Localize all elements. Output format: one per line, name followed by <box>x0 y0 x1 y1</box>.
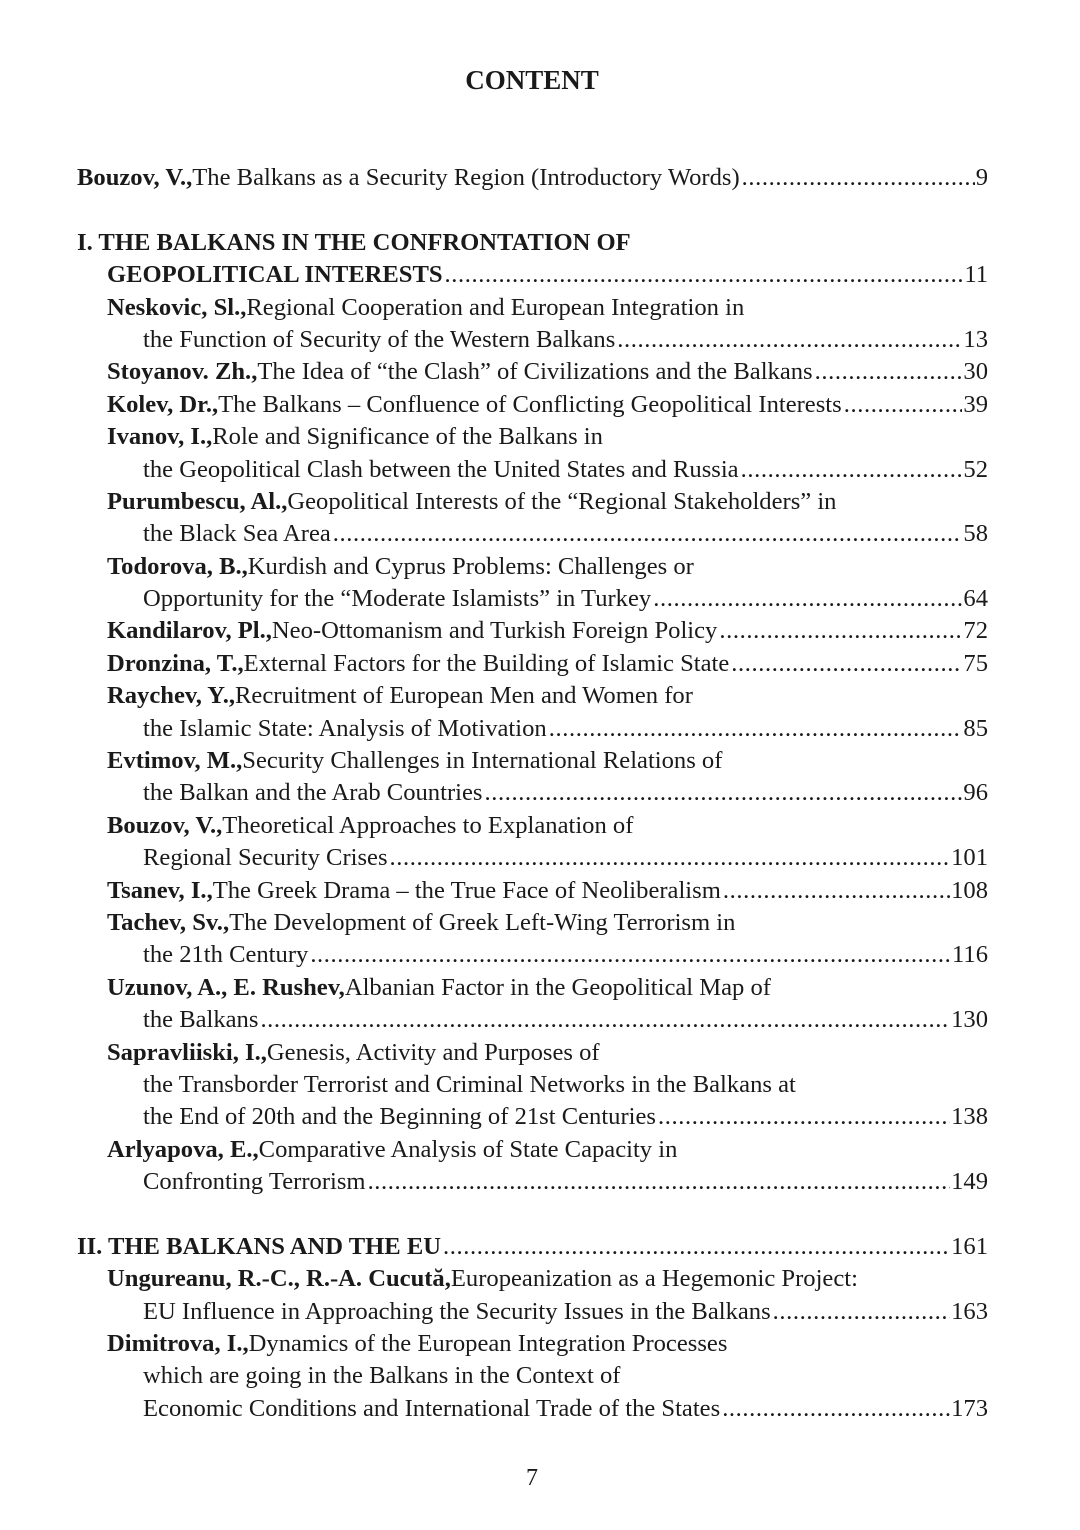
entry-title: Comparative Analysis of State Capacity in <box>258 1135 678 1163</box>
dot-leader <box>549 713 963 745</box>
entry-page-number: 64 <box>963 585 988 613</box>
entry-author: Dronzina, T., <box>107 649 244 677</box>
toc-entry[interactable] <box>77 972 988 1004</box>
dot-leader <box>741 454 963 486</box>
entry-title: the Balkans <box>143 1006 259 1034</box>
dot-leader <box>333 518 963 550</box>
entry-title: The Balkans – Confluence of Conflicting Geopolitical Interests <box>218 390 842 418</box>
dot-leader <box>844 389 963 421</box>
dot-leader <box>742 162 975 194</box>
entry-title: Albanian Factor in the Geopolitical Map of <box>344 973 771 1001</box>
entry-page-number: 58 <box>963 520 988 548</box>
entry-page-number: 108 <box>951 876 988 904</box>
entry-title: Regional Cooperation and European Integration in <box>246 293 745 321</box>
section-2-heading[interactable] <box>77 1231 988 1263</box>
toc-entry[interactable] <box>77 680 988 712</box>
table-of-contents <box>77 162 988 1425</box>
entry-title: Opportunity for the “Moderate Islamists” in Turkey <box>143 585 652 613</box>
entry-page-number: 116 <box>952 941 988 969</box>
section-1-heading-line2[interactable] <box>77 259 988 291</box>
entry-author: Tsanev, I., <box>107 876 213 904</box>
section-heading: GEOPOLITICAL INTERESTS <box>107 261 443 289</box>
entry-author: Todorova, B., <box>107 552 248 580</box>
entry-title: the Transborder Terrorist and Criminal Networks in the Balkans at <box>143 1070 796 1098</box>
entry-author: Neskovic, Sl., <box>107 293 247 321</box>
toc-entry[interactable] <box>77 292 988 324</box>
entry-title: the Geopolitical Clash between the United States and Russia <box>143 455 739 483</box>
dot-leader <box>653 583 962 615</box>
toc-entry-continuation[interactable] <box>77 713 988 745</box>
entry-page-number: 101 <box>951 844 988 872</box>
toc-entry[interactable] <box>77 615 988 647</box>
entry-author: Purumbescu, Al., <box>107 487 288 515</box>
entry-title: Europeanization as a Hegemonic Project: <box>450 1265 858 1293</box>
entry-page-number: 9 <box>975 164 988 191</box>
entry-title: Role and Significance of the Balkans in <box>212 423 603 451</box>
entry-author: Ivanov, I., <box>107 423 213 451</box>
entry-author: Bouzov, V., <box>77 164 193 191</box>
toc-entry-continuation[interactable] <box>77 518 988 550</box>
page-number: 7 <box>526 1465 538 1491</box>
entry-author: Kolev, Dr., <box>107 390 219 418</box>
toc-entry[interactable] <box>77 1037 988 1069</box>
entry-title: Security Challenges in International Relations of <box>242 747 723 775</box>
dot-leader <box>617 324 962 356</box>
entry-title: The Balkans as a Security Region (Introductory Words) <box>192 164 740 191</box>
toc-entry[interactable] <box>77 810 988 842</box>
entry-title: the Balkan and the Arab Countries <box>143 779 483 807</box>
entry-author: Arlyapova, E., <box>107 1135 259 1163</box>
entry-title: External Factors for the Building of Islamic State <box>243 649 730 677</box>
entry-author: Uzunov, A., E. Rushev, <box>107 973 345 1001</box>
entry-title: Genesis, Activity and Purposes of <box>266 1038 600 1066</box>
toc-entry[interactable] <box>77 551 988 583</box>
entry-title: EU Influence in Approaching the Security Issues in the Balkans <box>143 1297 771 1325</box>
toc-entry-continuation[interactable] <box>77 842 988 874</box>
toc-entry[interactable] <box>77 1328 988 1360</box>
entry-title: Theoretical Approaches to Explanation of <box>222 811 634 839</box>
entry-author: Kandilarov, Pl., <box>107 617 272 645</box>
toc-entry[interactable] <box>77 421 988 453</box>
entry-title: The Greek Drama – the True Face of Neoliberalism <box>212 876 721 904</box>
toc-entry-continuation[interactable] <box>77 454 988 486</box>
entry-page-number: 96 <box>963 779 988 807</box>
dot-leader <box>773 1296 950 1328</box>
entry-title: The Idea of “the Clash” of Civilizations and the Balkans <box>257 358 813 386</box>
toc-entry-continuation[interactable] <box>77 1360 988 1392</box>
toc-entry-continuation[interactable] <box>77 1166 988 1198</box>
toc-entry-intro[interactable] <box>77 162 988 194</box>
entry-page-number: 149 <box>951 1168 988 1196</box>
entry-title: which are going in the Balkans in the Context of <box>143 1362 621 1390</box>
entry-author: Dimitrova, I., <box>107 1330 249 1358</box>
entry-author: Ungureanu, R.-C., R.-A. Cucută, <box>107 1265 451 1293</box>
toc-entry[interactable] <box>77 745 988 777</box>
toc-entry[interactable] <box>77 389 988 421</box>
toc-entry-continuation[interactable] <box>77 1296 988 1328</box>
dot-leader <box>719 615 962 647</box>
toc-entry-continuation[interactable] <box>77 1004 988 1036</box>
entry-author: Tachev, Sv., <box>107 908 230 936</box>
entry-title: the Black Sea Area <box>143 520 331 548</box>
section-1-heading-line1[interactable] <box>77 227 988 259</box>
toc-entry[interactable] <box>77 875 988 907</box>
toc-entry-continuation[interactable] <box>77 583 988 615</box>
toc-entry[interactable] <box>77 907 988 939</box>
entry-page-number: 75 <box>963 649 988 677</box>
entry-page-number: 13 <box>963 325 988 353</box>
entry-title: The Development of Greek Left-Wing Terrorism in <box>229 908 736 936</box>
entry-page-number: 85 <box>963 714 988 742</box>
dot-leader <box>390 842 951 874</box>
dot-leader <box>815 356 963 388</box>
entry-author: Sapravliiski, I., <box>107 1038 267 1066</box>
entry-page-number: 173 <box>951 1394 988 1422</box>
entry-page-number: 30 <box>963 358 988 386</box>
toc-entry-continuation[interactable] <box>77 1069 988 1101</box>
entry-page-number: 39 <box>963 390 988 418</box>
entry-page-number: 52 <box>963 455 988 483</box>
dot-leader <box>443 1231 950 1263</box>
dot-leader <box>445 259 964 291</box>
section-page-number: 11 <box>964 261 988 289</box>
entry-author: Raychev, Y., <box>107 682 235 710</box>
dot-leader <box>260 1004 950 1036</box>
page-title: CONTENT <box>465 65 599 95</box>
dot-leader <box>310 939 951 971</box>
entry-page-number: 130 <box>951 1006 988 1034</box>
dot-leader <box>658 1101 950 1133</box>
entry-title: Dynamics of the European Integration Processes <box>248 1330 728 1358</box>
toc-entry[interactable] <box>77 1263 988 1295</box>
toc-entry[interactable] <box>77 1134 988 1166</box>
entry-title: Neo-Ottomanism and Turkish Foreign Policy <box>271 617 718 645</box>
entry-title: Confronting Terrorism <box>143 1168 366 1196</box>
toc-entry-continuation[interactable] <box>77 939 988 971</box>
entry-title: Recruitment of European Men and Women for <box>235 682 693 710</box>
entry-author: Bouzov, V., <box>107 811 223 839</box>
entry-title: the End of 20th and the Beginning of 21st Centuries <box>143 1103 656 1131</box>
entry-title: Geopolitical Interests of the “Regional Stakeholders” in <box>287 487 837 515</box>
toc-entry-continuation[interactable] <box>77 324 988 356</box>
dot-leader <box>722 1393 950 1425</box>
section-heading: I. THE BALKANS IN THE CONFRONTATION OF <box>77 228 631 256</box>
section-heading: II. THE BALKANS AND THE EU <box>77 1232 442 1260</box>
dot-leader <box>723 875 950 907</box>
toc-entry-continuation[interactable] <box>77 1393 988 1425</box>
entry-author: Evtimov, M., <box>107 747 243 775</box>
dot-leader <box>731 648 962 680</box>
entry-title: the 21th Century <box>143 941 309 969</box>
entry-title: the Function of Security of the Western Balkans <box>143 325 616 353</box>
section-page-number: 161 <box>951 1232 988 1260</box>
toc-entry[interactable] <box>77 356 988 388</box>
toc-entry-continuation[interactable] <box>77 1101 988 1133</box>
entry-page-number: 72 <box>963 617 988 645</box>
entry-author: Stoyanov. Zh., <box>107 358 258 386</box>
entry-title: Kurdish and Cyprus Problems: Challenges or <box>247 552 694 580</box>
entry-title: Economic Conditions and International Trade of the States <box>143 1394 721 1422</box>
toc-entry[interactable] <box>77 486 988 518</box>
entry-page-number: 163 <box>951 1297 988 1325</box>
toc-entry[interactable] <box>77 648 988 680</box>
dot-leader <box>484 777 962 809</box>
entry-page-number: 138 <box>951 1103 988 1131</box>
entry-title: the Islamic State: Analysis of Motivation <box>143 714 547 742</box>
entry-title: Regional Security Crises <box>143 844 388 872</box>
dot-leader <box>368 1166 951 1198</box>
toc-entry-continuation[interactable] <box>77 777 988 809</box>
